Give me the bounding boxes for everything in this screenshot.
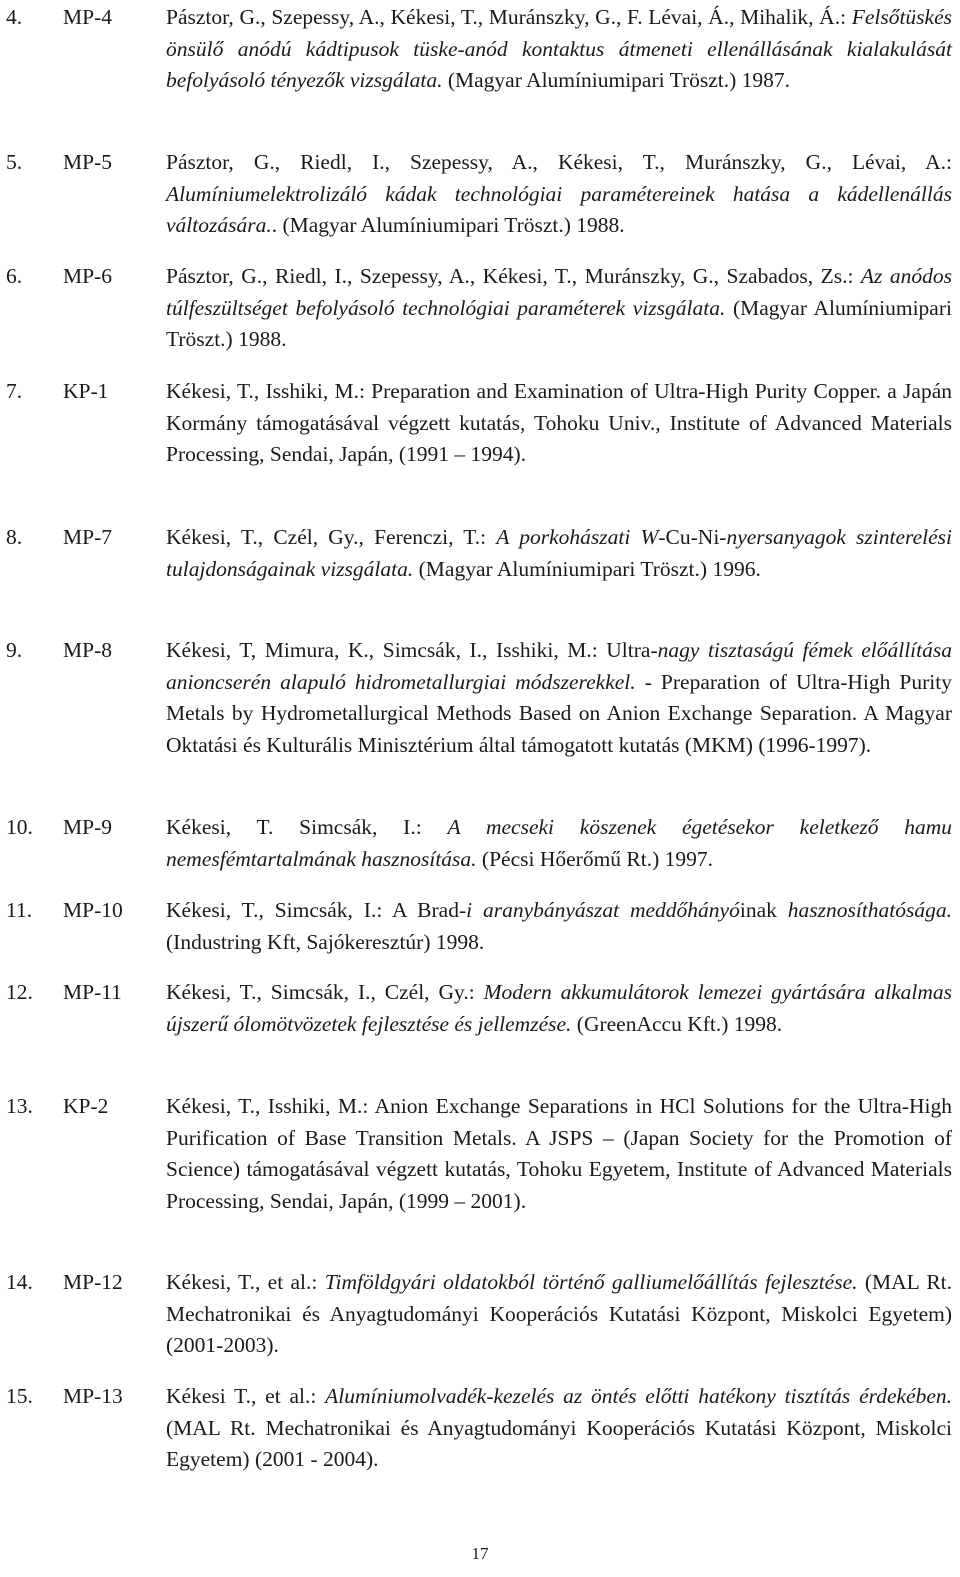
entry-text (166, 1381, 952, 1476)
italic-title-segment: i aranybányászat meddőhányó (466, 898, 740, 922)
entry-code: MP-8 (63, 638, 112, 662)
italic-title-segment: Alumíniumelektrolizáló kádak technológiai paramétereinek hatása a kádellenállás változására. (166, 181, 952, 237)
entry-number: 7. (6, 379, 23, 403)
italic-title-segment: Modern akkumulátorok lemezei gyártására alkalmas újszerű ólomötvözetek fejlesztése és jellemzése. (166, 980, 952, 1036)
text-segment: (Pécsi Hőerőmű Rt.) 1997. (476, 846, 714, 871)
entry-text (166, 635, 952, 761)
entry-number: 12. (6, 980, 33, 1004)
text-segment: Kékesi, T., Isshiki, M.: Anion Exchange Separations in HCl Solutions for the Ultra-High Purification of Base Transition Metals. A JSPS – (Japan Society for the Promotion of Science) támogatásával végzett kutatás, Tohoku Egyetem, Institute of Advanced Materials Processing, Sendai, Japán, (1999 – 2001). (166, 1094, 952, 1213)
entry-text (166, 2, 952, 97)
italic-title-segment: Az anódos túlfeszültséget befolyásoló technológiai paraméterek vizsgálata. (166, 264, 952, 320)
text-segment: . (Magyar Alumíniumipari Tröszt.) 1988. (271, 213, 625, 237)
text-segment: Pásztor, G., Riedl, I., Szepessy, A., Kékesi, T., Muránszky, G., Lévai, A.: (166, 150, 952, 174)
italic-title-segment: Alumíniumolvadék-kezelés az öntés előtti hatékony tisztítás érdekében. (325, 1384, 952, 1408)
text-segment: (GreenAccu Kft.) 1998. (571, 1011, 783, 1036)
text-segment: Pásztor, G., Szepessy, A., Kékesi, T., Muránszky, G., F. Lévai, Á., Mihalik, Á.: (166, 5, 852, 29)
text-segment: Kékesi, T., Simcsák, I.: A Brad- (166, 898, 467, 922)
text-segment: Kékesi, T., Czél, Gy., Ferenczi, T.: (166, 525, 497, 549)
entry-text (166, 812, 952, 875)
text-segment: Kékesi, T., Simcsák, I., Czél, Gy.: (166, 980, 484, 1004)
entry-code: MP-4 (63, 5, 112, 29)
text-segment: inak (739, 898, 788, 922)
italic-title-segment: hasznosíthatósága. (787, 898, 952, 922)
italic-title-segment: nyersanyagok szinterelési tulajdonságainak vizsgálata. (166, 525, 952, 581)
entry-text (166, 522, 952, 585)
text-segment: (MAL Rt. Mechatronikai és Anyagtudományi Kooperációs Kutatási Központ, Miskolci Egyetem) (2001 - 2004). (166, 1415, 952, 1471)
entry-number: 5. (6, 150, 23, 174)
entry-number: 14. (6, 1270, 33, 1294)
text-segment: (Magyar Alumíniumipari Tröszt.) 1988. (166, 295, 952, 351)
entry-number: 10. (6, 815, 33, 839)
entry-code: MP-9 (63, 815, 112, 839)
italic-title-segment: Felsőtüskés önsülő anódú kádtipusok tüske-anód kontaktus átmeneti ellenállásának kialakulását befolyásoló tényezők vizsgálata. (166, 5, 952, 92)
entry-code: MP-10 (63, 898, 123, 922)
text-segment: Kékesi, T., Isshiki, M.: Preparation and Examination of Ultra-High Purity Copper. a Japán Kormány támogatásával végzett kutatás, Tohoku Univ., Institute of Advanced Materials Processing, Sendai, Japán, (1991 – 1994). (166, 379, 952, 466)
text-segment: (Industring Kft, Sajókeresztúr) 1998. (166, 929, 485, 954)
entry-number: 15. (6, 1384, 33, 1408)
italic-title-segment: A porkohászati W (496, 525, 659, 549)
italic-title-segment: A mecseki köszenek égetésekor keletkező hamu nemesfémtartalmának hasznosítása. (166, 815, 952, 871)
entry-code: MP-7 (63, 525, 112, 549)
text-segment: Kékesi, T. Simcsák, I.: (166, 815, 448, 839)
text-segment: -Cu-Ni- (658, 525, 727, 549)
text-segment: - Preparation of Ultra-High Purity Metals by Hydrometallurgical Methods Based on Anion Exchange Separation. A Magyar Oktatási és Kulturális Minisztérium által támogatott kutatás (MKM) (1996-1997). (166, 669, 952, 757)
entry-number: 9. (6, 638, 23, 662)
text-segment: (MAL Rt. Mechatronikai és Anyagtudományi Kooperációs Kutatási Központ, Miskolci Egyetem) (2001-2003). (166, 1270, 953, 1357)
entry-number: 11. (6, 898, 33, 922)
entry-text (166, 261, 952, 356)
entry-number: 8. (6, 525, 23, 549)
entry-code: KP-2 (63, 1094, 109, 1118)
entry-code: MP-6 (63, 264, 112, 288)
text-segment: (Magyar Alumíniumipari Tröszt.) 1987. (442, 68, 791, 92)
entry-number: 4. (6, 5, 23, 29)
italic-title-segment: nagy tisztaságú fémek előállítása anioncserén alapuló hidrometallurgiai módszerekkel. (166, 638, 952, 694)
entry-code: MP-5 (63, 150, 112, 174)
page-number: 17 (471, 1544, 489, 1563)
text-segment: Kékesi, T, Mimura, K., Simcsák, I., Isshiki, M.: Ultra- (166, 638, 658, 662)
italic-title-segment: Timföldgyári oldatokból történő galliumelőállítás fejlesztése. (324, 1270, 858, 1294)
entry-text (166, 376, 952, 471)
entry-text (166, 1267, 952, 1362)
text-segment: Kékesi, T., et al.: (166, 1270, 325, 1294)
text-segment: Pásztor, G., Riedl, I., Szepessy, A., Kékesi, T., Muránszky, G., Szabados, Zs.: (166, 264, 861, 288)
text-segment: (Magyar Alumíniumipari Tröszt.) 1996. (413, 556, 761, 581)
entry-text (166, 1091, 952, 1217)
entry-number: 6. (6, 264, 23, 288)
entry-code: KP-1 (63, 379, 109, 403)
text-segment: Kékesi T., et al.: (166, 1384, 326, 1408)
entry-text (166, 895, 952, 958)
entry-text (166, 147, 952, 242)
entry-code: MP-11 (63, 980, 122, 1004)
entry-number: 13. (6, 1094, 33, 1118)
entry-text (166, 977, 952, 1040)
entry-code: MP-12 (63, 1270, 123, 1294)
entry-code: MP-13 (63, 1384, 123, 1408)
